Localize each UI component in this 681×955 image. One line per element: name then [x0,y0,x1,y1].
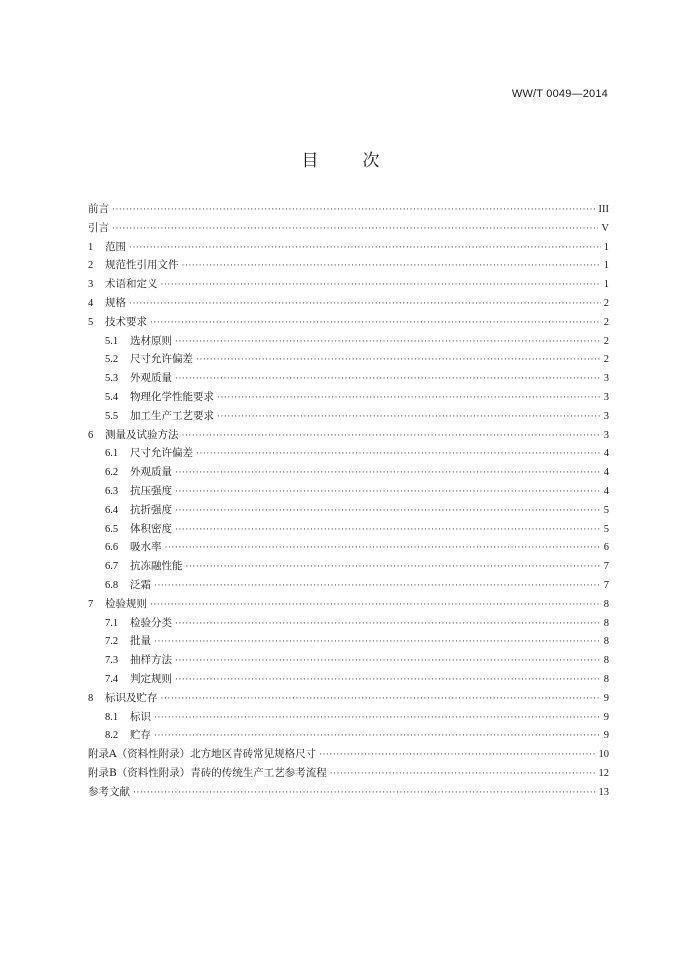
toc-leader-dots [133,788,596,798]
toc-entry-number: 3 [88,279,94,291]
toc-leader-dots [175,675,601,685]
toc-entry-number: 8 [88,692,94,704]
toc-entry[interactable] [88,314,609,333]
toc-entry-page: 3 [603,429,609,441]
toc-entry-label: 抗压强度 [130,484,172,497]
toc-entry-label: 物理化学性能要求 [130,390,214,403]
toc-entry-page: 5 [603,504,609,516]
toc-title-char-1: 目 [301,151,319,171]
toc-leader-dots [196,355,601,365]
toc-entry-label: 抗折强度 [130,503,172,516]
toc-entry-number: 6.5 [105,523,119,535]
toc-entry-label: 引言 [88,221,109,234]
toc-entry-label: 测量及试验方法 [105,428,179,441]
toc-leader-dots [161,280,601,290]
toc-entry-label: 检验规则 [105,597,147,610]
toc-entry-number: 6.4 [105,504,119,516]
toc-leader-dots [129,243,601,253]
table-of-contents [88,201,609,803]
toc-title-char-2: 次 [362,151,380,171]
toc-entry-number: 5 [88,316,94,328]
toc-entry-label: 规格 [105,296,126,309]
toc-entry-page: 10 [598,749,609,761]
toc-entry[interactable] [88,765,609,784]
toc-entry-page: 9 [603,711,609,723]
toc-entry[interactable] [88,615,609,634]
toc-entry-page: 8 [603,617,609,629]
toc-entry-page: 8 [603,655,609,667]
toc-entry-page: 6 [603,542,609,554]
toc-entry-label: 标识及贮存 [105,691,158,704]
toc-entry-number: 6.6 [105,542,119,554]
toc-entry-number: 7.2 [105,636,119,648]
toc-entry-label: 外观质量 [130,466,172,479]
toc-entry[interactable] [88,408,609,427]
toc-entry-number: 6 [88,429,94,441]
toc-leader-dots [186,562,601,572]
toc-leader-dots [175,525,601,535]
toc-entry-label: 术语和定义 [105,278,158,291]
toc-entry-number: 7.1 [105,617,119,629]
toc-leader-dots [165,543,601,553]
toc-entry-label: 前言 [88,203,109,215]
toc-entry[interactable] [88,521,609,540]
toc-entry-label: 检验分类 [130,616,172,629]
toc-leader-dots [196,449,601,459]
toc-leader-dots [175,656,601,666]
toc-entry[interactable] [88,539,609,558]
toc-entry-number: 7.4 [105,673,119,685]
toc-leader-dots [150,600,601,610]
toc-entry-label: 体积密度 [130,522,172,535]
toc-entry-number: 8.2 [105,730,119,742]
toc-entry[interactable] [88,295,609,314]
toc-entry-label: 抗冻融性能 [130,560,183,573]
toc-entry-label: 选材原则 [130,334,172,347]
toc-entry[interactable] [88,464,609,483]
toc-leader-dots [154,713,601,723]
toc-leader-dots [112,224,598,234]
toc-entry-page: 2 [603,297,609,309]
toc-entry[interactable] [88,276,609,295]
toc-entry-number: 5.4 [105,391,119,403]
toc-entry-page: 5 [603,523,609,535]
toc-entry[interactable] [88,333,609,352]
document-code: WW/T 0049—2014 [511,88,608,100]
toc-entry-number: 6.2 [105,467,119,479]
toc-leader-dots [154,731,601,741]
toc-entry[interactable] [88,784,609,803]
toc-entry-label: 外观质量 [130,372,172,385]
toc-entry-page: 4 [603,467,609,479]
toc-leader-dots [175,487,601,497]
toc-entry-page: 4 [603,448,609,460]
toc-leader-dots [175,374,601,384]
toc-entry-number: 8.1 [105,711,119,723]
toc-entry-page: III [598,204,609,215]
toc-entry-page: 1 [603,241,609,253]
toc-entry-page: 8 [603,673,609,685]
toc-entry-number: 1 [88,241,94,253]
toc-entry[interactable] [88,652,609,671]
toc-entry-page: 3 [603,391,609,403]
toc-entry-page: 2 [603,354,609,366]
toc-entry-number: 6.1 [105,448,119,460]
toc-entry-label: 标识 [130,710,151,723]
toc-entry[interactable] [88,558,609,577]
toc-entry-label: 尺寸允许偏差 [130,447,193,460]
toc-entry-label: 范围 [105,240,126,253]
toc-leader-dots [217,393,601,403]
toc-entry-page: 9 [603,730,609,742]
toc-leader-dots [175,506,601,516]
toc-entry[interactable] [88,671,609,690]
toc-entry-page: 2 [603,335,609,347]
toc-leader-dots [150,318,601,328]
toc-entry-label: 尺寸允许偏差 [130,353,193,366]
toc-entry-number: 6.7 [105,561,119,573]
toc-entry-page: 4 [603,485,609,497]
toc-entry-label: 规范性引用文件 [105,259,179,272]
toc-entry-label: 参考文献 [88,785,130,798]
toc-entry-number: 5.3 [105,373,119,385]
toc-entry-number: 2 [88,260,94,272]
toc-leader-dots [175,468,601,478]
toc-entry-label: 贮存 [130,729,151,742]
toc-leader-dots [182,431,601,441]
toc-entry[interactable] [88,220,609,239]
toc-leader-dots [319,750,595,760]
toc-entry[interactable] [88,257,609,276]
toc-leader-dots [217,412,601,422]
toc-entry-page: 8 [603,636,609,648]
toc-entry[interactable] [88,709,609,728]
toc-entry-page: 1 [603,279,609,291]
toc-entry-label: 泛霜 [130,578,151,591]
toc-entry-page: 2 [603,316,609,328]
toc-entry-number: 7 [88,598,94,610]
toc-entry-number: 4 [88,297,94,309]
toc-entry[interactable] [88,239,609,258]
toc-entry-label: 抽样方法 [130,654,172,667]
toc-entry-label: 附录A（资料性附录）北方地区青砖常见规格尺寸 [88,748,317,761]
toc-entry-page: V [601,222,609,234]
toc-entry[interactable] [88,596,609,615]
toc-entry-label: 技术要求 [105,315,147,328]
toc-entry-page: 3 [603,373,609,385]
toc-entry[interactable] [88,201,609,220]
toc-entry[interactable] [88,483,609,502]
toc-entry-page: 13 [598,786,609,798]
toc-entry[interactable] [88,690,609,709]
toc-entry-page: 7 [603,579,609,591]
toc-entry[interactable] [88,370,609,389]
toc-leader-dots [175,619,601,629]
toc-entry[interactable] [88,389,609,408]
toc-entry-label: 吸水率 [130,541,162,554]
toc-entry-page: 3 [603,410,609,422]
toc-entry-page: 1 [603,260,609,272]
toc-entry[interactable] [88,727,609,746]
toc-leader-dots [154,637,601,647]
toc-entry-label: 判定规则 [130,672,172,685]
toc-entry[interactable] [88,427,609,446]
toc-entry[interactable] [88,633,609,652]
toc-entry-number: 5.2 [105,354,119,366]
toc-leader-dots [154,581,601,591]
toc-entry[interactable] [88,445,609,464]
toc-entry-number: 6.8 [105,579,119,591]
toc-leader-dots [175,337,601,347]
toc-entry-label: 批量 [130,635,151,648]
toc-entry-number: 7.3 [105,655,119,667]
toc-entry-number: 6.3 [105,485,119,497]
toc-entry[interactable] [88,746,609,765]
toc-entry-label: 加工生产工艺要求 [130,409,214,422]
toc-entry-label: 附录B（资料性附录）青砖的传统生产工艺参考流程 [88,766,327,779]
toc-entry-page: 12 [598,767,609,779]
toc-entry-page: 7 [603,561,609,573]
toc-leader-dots [182,261,601,271]
toc-entry-number: 5.1 [105,335,119,347]
toc-entry-page: 8 [603,598,609,610]
toc-leader-dots [330,769,596,779]
toc-entry-number: 5.5 [105,410,119,422]
toc-leader-dots [161,694,601,704]
toc-entry-page: 9 [603,692,609,704]
toc-entry[interactable] [88,351,609,370]
toc-entry[interactable] [88,577,609,596]
toc-title [0,146,681,171]
toc-leader-dots [129,299,601,309]
toc-entry[interactable] [88,502,609,521]
toc-leader-dots [112,205,596,215]
